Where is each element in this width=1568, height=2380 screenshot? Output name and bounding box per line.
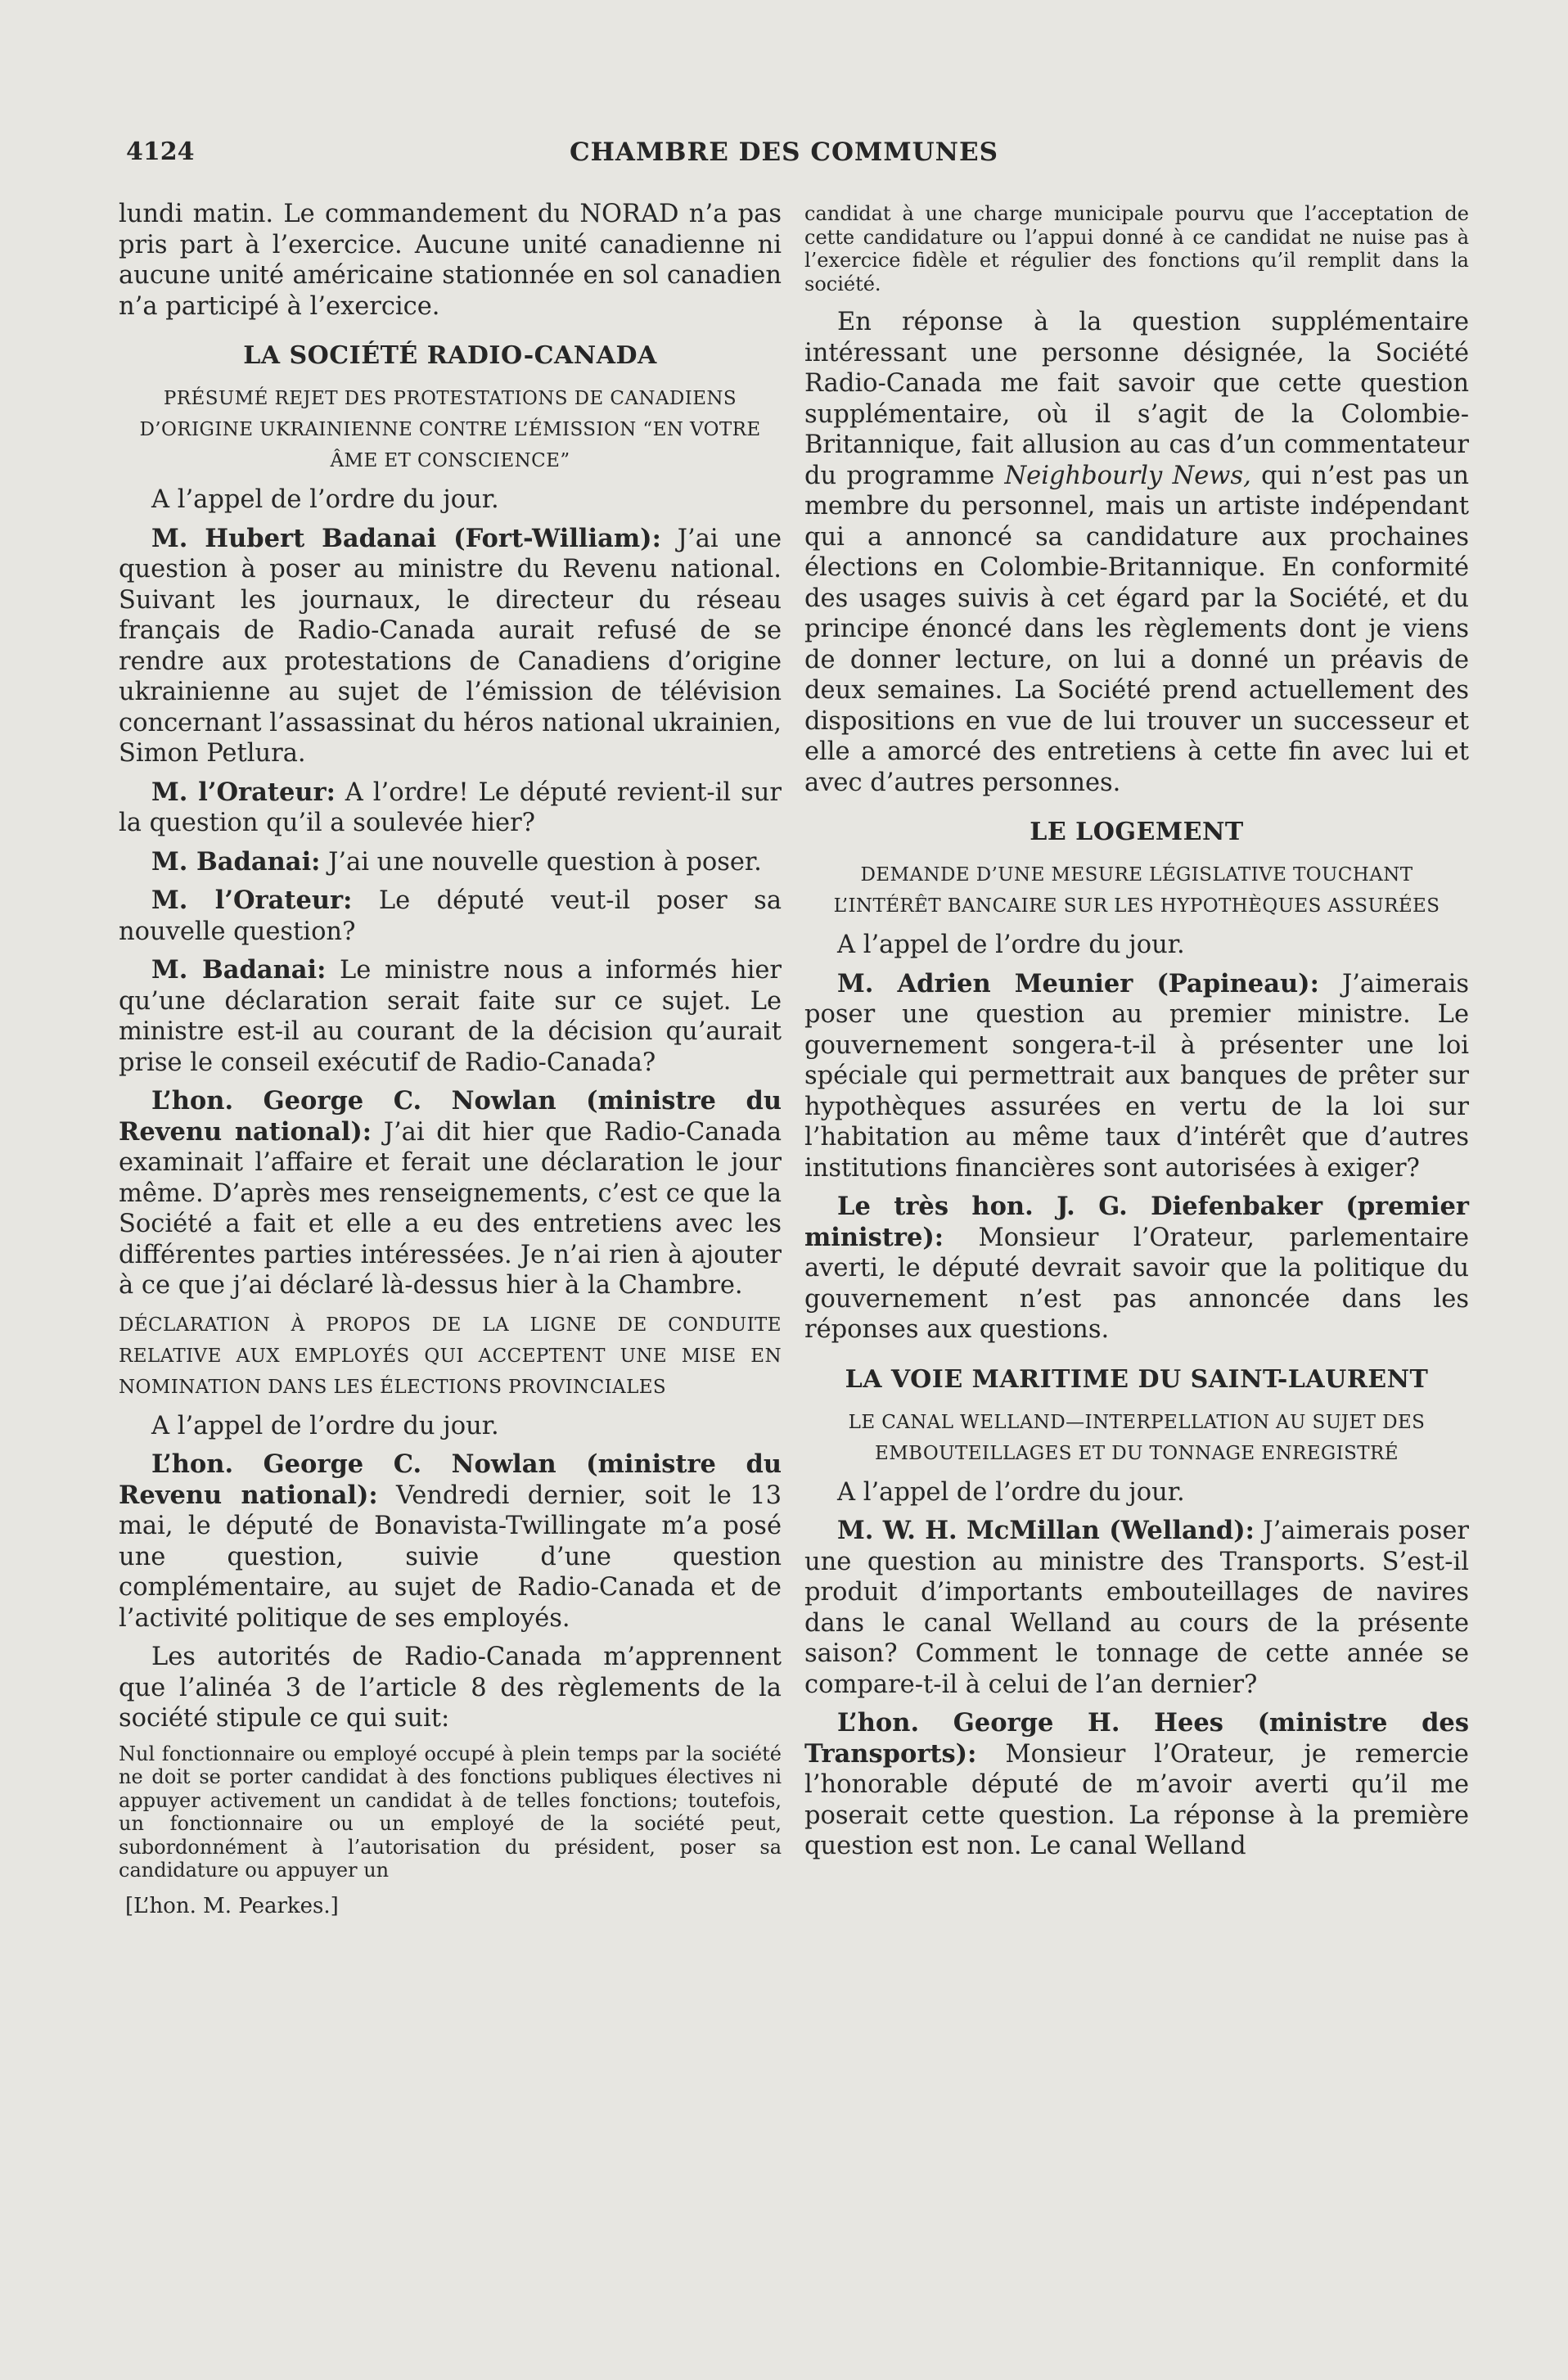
paragraph: A l’appel de l’ordre du jour. bbox=[151, 1411, 499, 1440]
footer-note: [L’hon. M. Pearkes.] bbox=[125, 1893, 339, 1918]
section-heading: LA VOIE MARITIME DU SAINT-LAURENT bbox=[845, 1364, 1429, 1394]
speaker-name: Le très hon. J. G. Diefenbaker (premier ministre): bbox=[804, 1192, 1469, 1252]
speech-text: Monsieur l’Orateur, je remercie l’honorable député de m’avoir averti qu’il me poserait cette question. La réponse à la première question est non. Le canal Welland bbox=[804, 1739, 1469, 1860]
subheading: LE CANAL WELLAND—INTERPELLATION AU SUJET DES EMBOUTEILLAGES ET DU TONNAGE ENREGISTRÉ bbox=[848, 1411, 1426, 1464]
speaker-name: M. Adrien Meunier (Papineau): bbox=[837, 968, 1319, 998]
running-title: CHAMBRE DES COMMUNES bbox=[569, 137, 999, 167]
speaker-name: L’hon. George C. Nowlan (ministre du Revenu national): bbox=[119, 1449, 782, 1510]
regulation-quote: Nul fonctionnaire ou employé occupé à plein temps par la société ne doit se porter candidat à des fonctions publiques électives ni appuyer activement un candidat à de telles fonctions; toutefois, un fonctionnaire ou un employé de la société peut, subordonnément à l’autorisation du président, poser sa candidature ou appuyer un bbox=[119, 1742, 782, 1882]
paragraph: lundi matin. Le commandement du NORAD n’a pas pris part à l’exercice. Aucune unité canadienne ni aucune unité américaine stationnée en sol canadien n’a participé à l’exercice. bbox=[119, 200, 782, 321]
text-run: qui n’est pas un membre du personnel, mais un artiste indépendant qui a annoncé sa candidature aux prochaines élections en Colombie-Britannique. En conformité des usages suivis à cet égard par la Société, et du principe énoncé dans les règlements dont je viens de donner lecture, on lui a donné un préavis de deux semaines. La Société prend actuellement des dispositions en vue de lui trouver un successeur et elle a amorcé des entretiens à cette fin avec lui et avec d’autres personnes. bbox=[804, 461, 1469, 797]
speaker-name: L’hon. George H. Hees (ministre des Transports): bbox=[804, 1708, 1469, 1769]
page-header bbox=[121, 137, 1447, 175]
speaker-name: M. Badanai: bbox=[151, 846, 321, 877]
paragraph: A l’appel de l’ordre du jour. bbox=[151, 485, 499, 514]
speech-paragraph bbox=[119, 778, 782, 839]
speaker-name: M. l’Orateur: bbox=[151, 886, 353, 915]
text-run: En réponse à la question supplémentaire intéressant une personne désignée, la Société Radio-Canada me fait savoir que cette question supplémentaire, où il s’agit de la Colombie-Britannique, fait allusion au cas d’un commentateur du programme bbox=[804, 308, 1469, 490]
right-column bbox=[804, 199, 1469, 1870]
section-heading: LE LOGEMENT bbox=[1030, 818, 1244, 846]
speech-text: J’aimerais poser une question au ministre des Transports. S’est-il produit d’importants embouteillages de navires dans le canal Welland au cours de la présente saison? Comment le tonnage de cette année se compare-t-il à celui de l’an dernier? bbox=[804, 1517, 1469, 1699]
paragraph: A l’appel de l’ordre du jour. bbox=[837, 1477, 1185, 1507]
speech-text: J’ai une question à poser au ministre du Revenu national. Suivant les journaux, le directeur du réseau français de Radio-Canada aurait refusé de se rendre aux protestations de Canadiens d’origine ukrainienne au sujet de l’émission de télévision concernant l’assassinat du héros national ukrainien, Simon Petlura. bbox=[119, 524, 782, 768]
speech-paragraph bbox=[119, 1086, 782, 1301]
speech-paragraph bbox=[804, 1192, 1469, 1346]
speech-text: J’ai une nouvelle question à poser. bbox=[320, 847, 762, 877]
speaker-name: M. Hubert Badanai (Fort-William): bbox=[151, 523, 661, 553]
speech-paragraph bbox=[119, 955, 782, 1078]
speech-paragraph bbox=[119, 847, 782, 878]
speaker-name: M. Badanai: bbox=[151, 955, 327, 985]
speech-text: Vendredi dernier, soit le 13 mai, le député de Bonavista-Twillingate m’a posé une question, suivie d’une question complémentaire, au sujet de Radio-Canada et de l’activité politique de ses employés. bbox=[119, 1481, 782, 1633]
speech-paragraph bbox=[119, 886, 782, 947]
paragraph: A l’appel de l’ordre du jour. bbox=[837, 931, 1185, 959]
regulation-quote-continued: candidat à une charge municipale pourvu que l’acceptation de cette candidature ou l’appui donné à ce candidat ne nuise pas à l’exercice fidèle et régulier des fonctions qu’il remplit dans la société. bbox=[804, 202, 1469, 295]
paragraph: Les autorités de Radio-Canada m’apprennent que l’alinéa 3 de l’article 8 des règlements de la société stipule ce qui suit: bbox=[119, 1643, 782, 1733]
speaker-name: L’hon. George C. Nowlan (ministre du Revenu national): bbox=[119, 1086, 782, 1147]
speech-paragraph bbox=[804, 1516, 1469, 1700]
speaker-name: M. W. H. McMillan (Welland): bbox=[837, 1516, 1255, 1545]
speech-paragraph bbox=[804, 969, 1469, 1184]
program-title: Neighbourly News, bbox=[1004, 461, 1251, 490]
speech-paragraph bbox=[119, 1449, 782, 1634]
speech-text: Le député veut-il poser sa nouvelle question? bbox=[119, 886, 782, 946]
speech-paragraph bbox=[804, 1708, 1469, 1862]
speech-text: Monsieur l’Orateur, parlementaire averti, le député devrait savoir que la politique du gouvernement n’est pas annoncée dans les réponses aux questions. bbox=[804, 1223, 1469, 1344]
paragraph bbox=[804, 307, 1469, 798]
speech-paragraph bbox=[119, 524, 782, 769]
speaker-name: M. l’Orateur: bbox=[151, 777, 336, 807]
speech-text: Le ministre nous a informés hier qu’une déclaration serait faite sur ce sujet. Le ministre est-il au courant de la décision qu’aurait prise le conseil exécutif de Radio-Canada? bbox=[119, 956, 782, 1077]
left-column bbox=[119, 199, 782, 1918]
speech-text: J’ai dit hier que Radio-Canada examinait l’affaire et ferait une déclaration le jour même. D’après mes renseignements, c’est ce que la Société a fait et elle a eu des entretiens avec les différentes parties intéressées. Je n’ai rien à ajouter à ce que j’ai déclaré là-dessus hier à la Chambre. bbox=[119, 1117, 782, 1300]
speech-text: A l’ordre! Le député revient-il sur la question qu’il a soulevée hier? bbox=[119, 778, 782, 837]
section-heading: LA SOCIÉTÉ RADIO-CANADA bbox=[243, 341, 657, 370]
page-number: 4124 bbox=[126, 137, 195, 166]
subheading: DÉCLARATION À PROPOS DE LA LIGNE DE CONDUITE RELATIVE AUX EMPLOYÉS QUI ACCEPTENT UNE MISE EN NOMINATION DANS LES ÉLECTIONS PROVINCIALES bbox=[119, 1314, 782, 1398]
subheading: PRÉSUMÉ REJET DES PROTESTATIONS DE CANADIENS D’ORIGINE UKRAINIENNE CONTRE L’ÉMISSION “EN VOTRE ÂME ET CONSCIENCE” bbox=[139, 388, 761, 471]
speech-text: J’aimerais poser une question au premier ministre. Le gouvernement songera-t-il à présenter une loi spéciale qui permettrait aux banques de prêter sur hypothèques assurées en vertu de la loi sur l’habitation au même taux d’intérêt que d’autres institutions financières sont autorisées à exiger? bbox=[804, 969, 1469, 1183]
subheading: DEMANDE D’UNE MESURE LÉGISLATIVE TOUCHANT L’INTÉRÊT BANCAIRE SUR LES HYPOTHÈQUES ASSURÉES bbox=[833, 864, 1440, 917]
